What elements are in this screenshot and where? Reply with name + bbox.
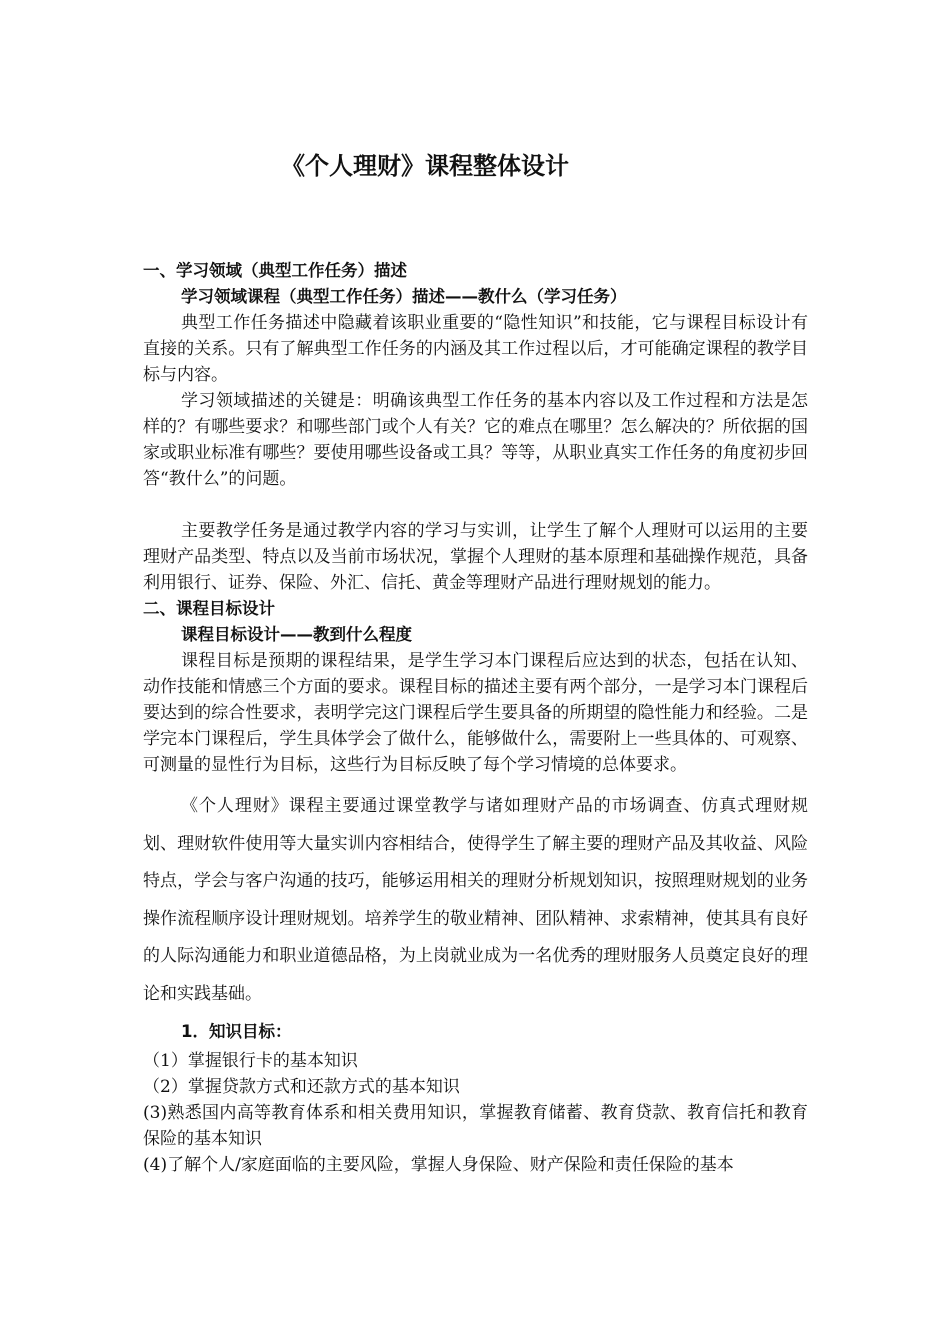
section-heading-1: 一、学习领域（典型工作任务）描述 <box>143 261 407 280</box>
paragraph-1: 典型工作任务描述中隐藏着该职业重要的“隐性知识”和技能，它与课程目标设计有直接的关系。只有了解典型工作任务的内涵及其工作过程以后，才可能确定课程的教学目标与内容。 <box>143 313 808 385</box>
knowledge-goal-item: (4)了解个人/家庭面临的主要风险，掌握人身保险、财产保险和责任保险的基本 <box>143 1155 734 1175</box>
knowledge-goals-heading: 1．知识目标： <box>181 1022 292 1041</box>
section-subheading-1: 学习领域课程（典型工作任务）描述——教什么（学习任务） <box>181 287 627 306</box>
document-title: 《个人理财》课程整体设计 <box>281 152 569 180</box>
section-heading-2: 二、课程目标设计 <box>143 599 275 618</box>
paragraph-2: 学习领域描述的关键是：明确该典型工作任务的基本内容以及工作过程和方法是怎样的？有哪些要求？和哪些部门或个人有关？它的难点在哪里？怎么解决的？所依据的国家或职业标准有哪些？要使用哪些设备或工具？等等，从职业真实工作任务的角度初步回答“教什么”的问题。 <box>143 391 808 489</box>
paragraph-3: 主要教学任务是通过教学内容的学习与实训，让学生了解个人理财可以运用的主要理财产品类型、特点以及当前市场状况，掌握个人理财的基本原理和基础操作规范，具备利用银行、证券、保险、外汇、信托、黄金等理财产品进行理财规划的能力。 <box>143 521 808 593</box>
paragraph-5: 《个人理财》课程主要通过课堂教学与诸如理财产品的市场调查、仿真式理财规划、理财软件使用等大量实训内容相结合，使得学生了解主要的理财产品及其收益、风险特点，学会与客户沟通的技巧，能够运用相关的理财分析规划知识，按照理财规划的业务操作流程顺序设计理财规划。培养学生的敬业精神、团队精神、求索精神，使其具有良好的人际沟通能力和职业道德品格，为上岗就业成为一名优秀的理财服务人员奠定良好的理论和实践基础。 <box>143 796 808 1004</box>
paragraph-4: 课程目标是预期的课程结果，是学生学习本门课程后应达到的状态，包括在认知、动作技能和情感三个方面的要求。课程目标的描述主要有两个部分，一是学习本门课程后要达到的综合性要求，表明学完这门课程后学生要具备的所期望的隐性能力和经验。二是学完本门课程后，学生具体学会了做什么，能够做什么，需要附上一些具体的、可观察、可测量的显性行为目标，这些行为目标反映了每个学习情境的总体要求。 <box>143 651 808 775</box>
knowledge-goal-item: (3)熟悉国内高等教育体系和相关费用知识，掌握教育储蓄、教育贷款、教育信托和教育保险的基本知识 <box>143 1103 808 1149</box>
blank-line <box>143 492 808 518</box>
document-body <box>143 258 808 1178</box>
knowledge-goal-item: （2）掌握贷款方式和还款方式的基本知识 <box>143 1077 460 1097</box>
knowledge-goal-item: （1）掌握银行卡的基本知识 <box>143 1051 358 1071</box>
section-subheading-2: 课程目标设计——教到什么程度 <box>181 625 412 644</box>
